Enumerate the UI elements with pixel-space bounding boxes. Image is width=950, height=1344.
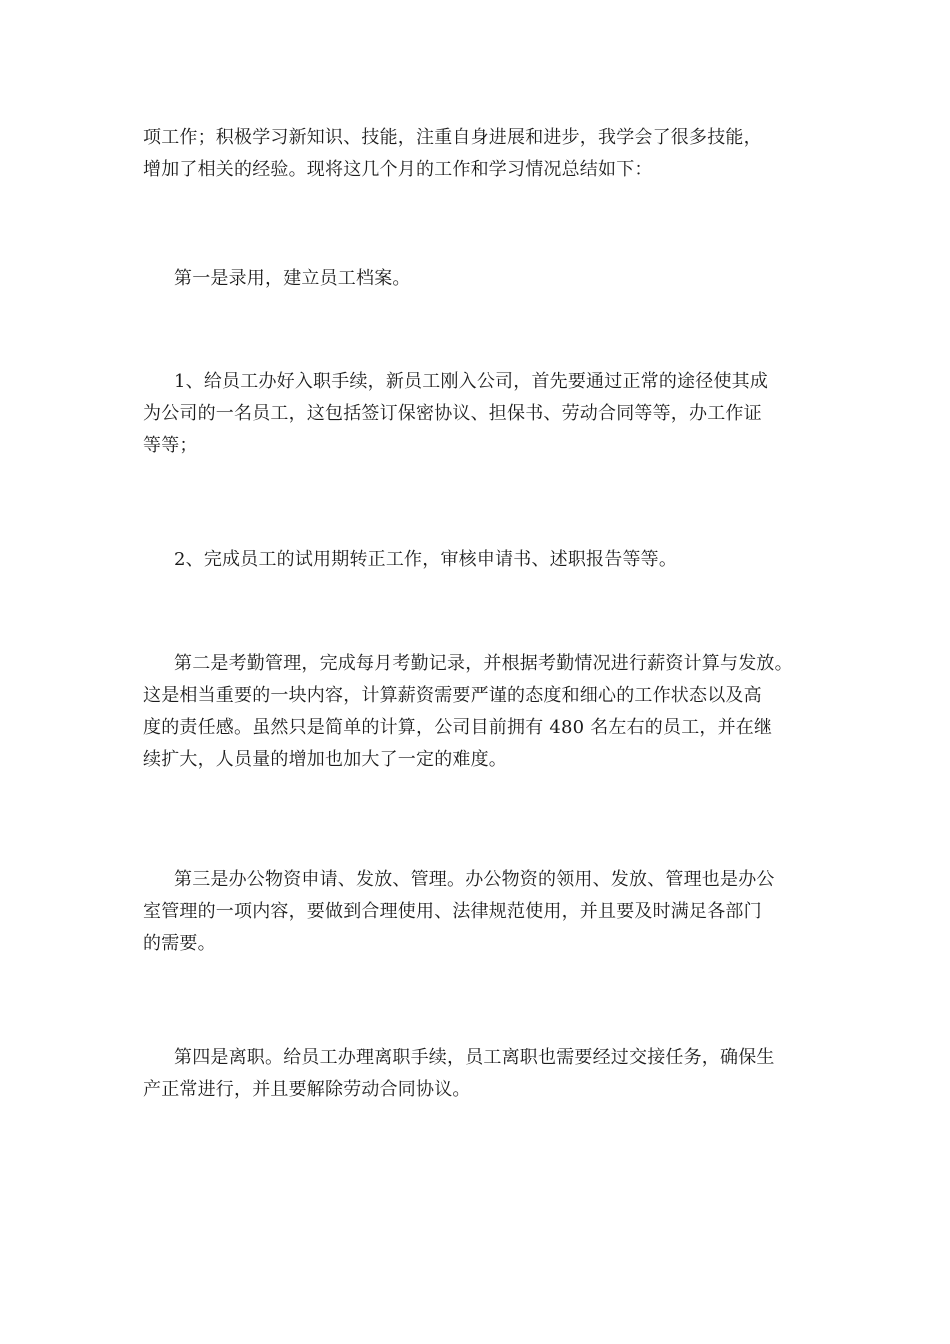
paragraph-line: 这是相当重要的一块内容，计算薪资需要严谨的态度和细心的工作状态以及高 [143, 685, 762, 706]
paragraph-line: 第四是离职。给员工办理离职手续，员工离职也需要经过交接任务，确保生 [174, 1047, 775, 1068]
paragraph-item-one [143, 366, 823, 462]
paragraph-line: 等等； [143, 435, 198, 456]
paragraph-line: 2、完成员工的试用期转正工作，审核申请书、述职报告等等。 [174, 549, 678, 570]
paragraph-line: 第二是考勤管理，完成每月考勤记录，并根据考勤情况进行薪资计算与发放。 [174, 653, 793, 674]
paragraph-item-two [143, 544, 823, 576]
paragraph-line: 产正常进行，并且要解除劳动合同协议。 [143, 1079, 471, 1100]
paragraph-line: 室管理的一项内容，要做到合理使用、法律规范使用，并且要及时满足各部门 [143, 901, 762, 922]
paragraph-line: 增加了相关的经验。现将这几个月的工作和学习情况总结如下： [143, 159, 653, 180]
paragraph-line: 第一是录用，建立员工档案。 [174, 268, 411, 289]
paragraph-section-four [143, 1042, 823, 1106]
paragraph-section-two [143, 648, 823, 776]
paragraph-line: 续扩大，人员量的增加也加大了一定的难度。 [143, 749, 507, 770]
paragraph-line: 第三是办公物资申请、发放、管理。办公物资的领用、发放、管理也是办公 [174, 869, 775, 890]
paragraph-line: 1、给员工办好入职手续，新员工刚入公司，首先要通过正常的途径使其成 [174, 371, 769, 392]
paragraph-line: 度的责任感。虽然只是简单的计算，公司目前拥有 480 名左右的员工，并在继 [143, 717, 773, 738]
paragraph-line: 项工作；积极学习新知识、技能，注重自身进展和进步，我学会了很多技能， [143, 127, 762, 148]
paragraph-line: 的需要。 [143, 933, 216, 954]
paragraph-section-one-heading [143, 263, 823, 295]
paragraph-intro [143, 122, 823, 186]
paragraph-section-three [143, 864, 823, 960]
paragraph-line: 为公司的一名员工，这包括签订保密协议、担保书、劳动合同等等，办工作证 [143, 403, 762, 424]
